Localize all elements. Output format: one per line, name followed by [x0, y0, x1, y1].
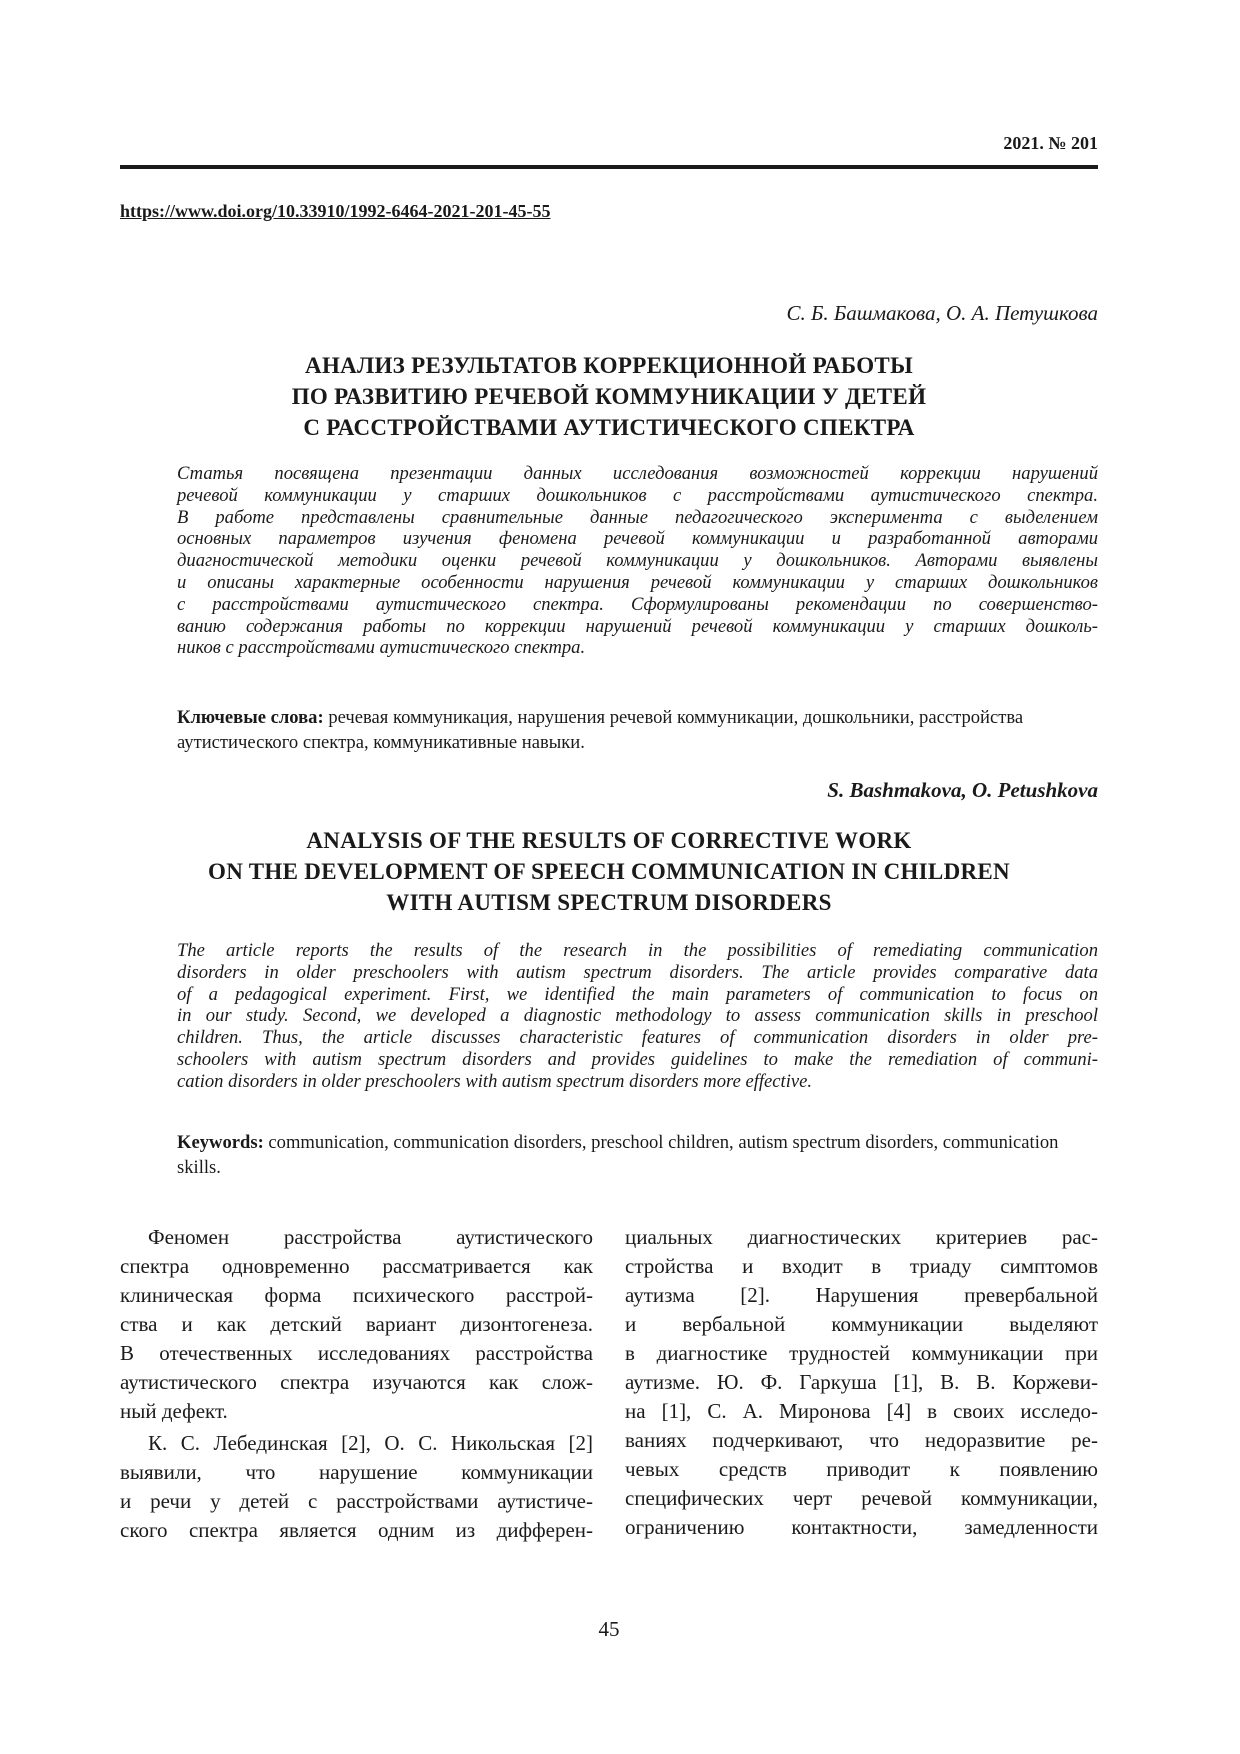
keywords-label: Ключевые слова:: [177, 707, 324, 728]
doi-link[interactable]: https://www.doi.org/10.33910/1992-6464-2021-201-45-55: [120, 201, 551, 221]
authors-en: S. Bashmakova, O. Petushkova: [827, 778, 1098, 802]
body-line: аутизме. Ю. Ф. Гаркуша [1], В. В. Коржеви-: [625, 1370, 1098, 1394]
abstract-line: of a pedagogical experiment. First, we identified the main parameters of communication to focus on: [177, 983, 1098, 1005]
abstract-line: ванию содержания работы по коррекции нарушений речевой коммуникации у старших дошколь-: [177, 615, 1098, 637]
abstract-line: и описаны характерные особенности нарушения речевой коммуникации у старших дошкольников: [177, 571, 1098, 593]
abstract-line: cation disorders in older preschoolers with autism spectrum disorders more effective.: [177, 1070, 813, 1092]
title-line: ANALYSIS OF THE RESULTS OF CORRECTIVE WORK: [306, 828, 912, 853]
keywords-ru: [177, 705, 1098, 755]
body-line: специфических черт речевой коммуникации,: [625, 1486, 1098, 1510]
keywords-text: communication, communication disorders, preschool children, autism spectrum disorders, communication skills.: [177, 1132, 1059, 1178]
paragraph: [625, 1223, 1098, 1542]
title-line: ПО РАЗВИТИЮ РЕЧЕВОЙ КОММУНИКАЦИИ У ДЕТЕЙ: [291, 384, 927, 409]
body-line: клиническая форма психического расстрой-: [120, 1283, 593, 1307]
abstract-line: schoolers with autism spectrum disorders and provides guidelines to make the remediation of communi-: [177, 1048, 1098, 1070]
abstract-line: children. Thus, the article discusses characteristic features of communication disorders in older pre-: [177, 1027, 1098, 1049]
abstract-line: основных параметров изучения феномена речевой коммуникации и разработанной авторами: [177, 528, 1098, 550]
title-line: WITH AUTISM SPECTRUM DISORDERS: [386, 890, 832, 915]
body-line: чевых средств приводит к появлению: [625, 1457, 1098, 1481]
keywords-en: [177, 1130, 1098, 1180]
body-line: Феномен расстройства аутистического: [148, 1225, 593, 1249]
body-line: ваниях подчеркивают, что недоразвитие ре-: [625, 1428, 1098, 1452]
body-line: ства и как детский вариант дизонтогенеза.: [120, 1312, 593, 1336]
page-number: 45: [598, 1617, 620, 1641]
issue-number: 2021. № 201: [1003, 133, 1098, 153]
keywords-label: Keywords:: [177, 1132, 264, 1153]
body-line: стройства и входит в триаду симптомов: [625, 1254, 1098, 1278]
abstract-line: The article reports the results of the research in the possibilities of remediating communication: [177, 940, 1098, 961]
title-ru: [120, 350, 1098, 443]
body-line: ского спектра является одним из дифферен-: [120, 1518, 593, 1542]
header-rule: [120, 165, 1098, 169]
body-column-right: [625, 1220, 1098, 1542]
abstract-line: Статья посвящена презентации данных исследования возможностей коррекции нарушений: [177, 463, 1098, 484]
body-line: спектра одновременно рассматривается как: [120, 1254, 593, 1278]
body-column-left: [120, 1220, 593, 1545]
body-line: ный дефект.: [120, 1399, 228, 1423]
abstract-en: [177, 940, 1098, 1093]
abstract-line: disorders in older preschoolers with autism spectrum disorders. The article provides comparative data: [177, 961, 1098, 983]
authors-ru: С. Б. Башмакова, О. А. Петушкова: [786, 301, 1098, 325]
title-en: [120, 825, 1098, 918]
body-line: на [1], С. А. Миронова [4] в своих исследо-: [625, 1399, 1098, 1423]
body-line: К. С. Лебединская [2], О. С. Никольская [2]: [148, 1431, 593, 1455]
body-line: аутизма [2]. Нарушения превербальной: [625, 1283, 1098, 1307]
keywords-text: речевая коммуникация, нарушения речевой коммуникации, дошкольники, расстройства аутистического спектра, коммуникативные навыки.: [177, 707, 1024, 753]
title-line: ON THE DEVELOPMENT OF SPEECH COMMUNICATION IN CHILDREN: [208, 859, 1010, 884]
body-line: аутистического спектра изучаются как слож-: [120, 1370, 593, 1394]
title-line: С РАССТРОЙСТВАМИ АУТИСТИЧЕСКОГО СПЕКТРА: [303, 415, 915, 440]
abstract-line: речевой коммуникации у старших дошкольников с расстройствами аутистического спектра.: [177, 484, 1098, 506]
abstract-line: диагностической методики оценки речевой коммуникации у дошкольников. Авторами выявлены: [177, 550, 1098, 572]
body-line: циальных диагностических критериев рас-: [625, 1225, 1098, 1249]
body-line: в диагностике трудностей коммуникации при: [625, 1341, 1098, 1365]
paragraph: [120, 1429, 593, 1545]
body-line: ограничению контактности, замедленности: [625, 1515, 1098, 1539]
body-line: и вербальной коммуникации выделяют: [625, 1312, 1098, 1336]
body-line: выявили, что нарушение коммуникации: [120, 1460, 593, 1484]
abstract-ru: [177, 463, 1098, 659]
abstract-line: с расстройствами аутистического спектра. Сформулированы рекомендации по совершенство-: [177, 593, 1098, 615]
body-line: В отечественных исследованиях расстройства: [120, 1341, 593, 1365]
abstract-line: В работе представлены сравнительные данные педагогического эксперимента с выделением: [177, 506, 1098, 528]
body-line: и речи у детей с расстройствами аутистиче-: [120, 1489, 593, 1513]
abstract-line: ников с расстройствами аутистического спектра.: [177, 637, 586, 659]
title-line: АНАЛИЗ РЕЗУЛЬТАТОВ КОРРЕКЦИОННОЙ РАБОТЫ: [305, 353, 913, 378]
abstract-line: in our study. Second, we developed a diagnostic methodology to assess communication skills in preschool: [177, 1005, 1098, 1027]
paragraph: [120, 1223, 593, 1426]
